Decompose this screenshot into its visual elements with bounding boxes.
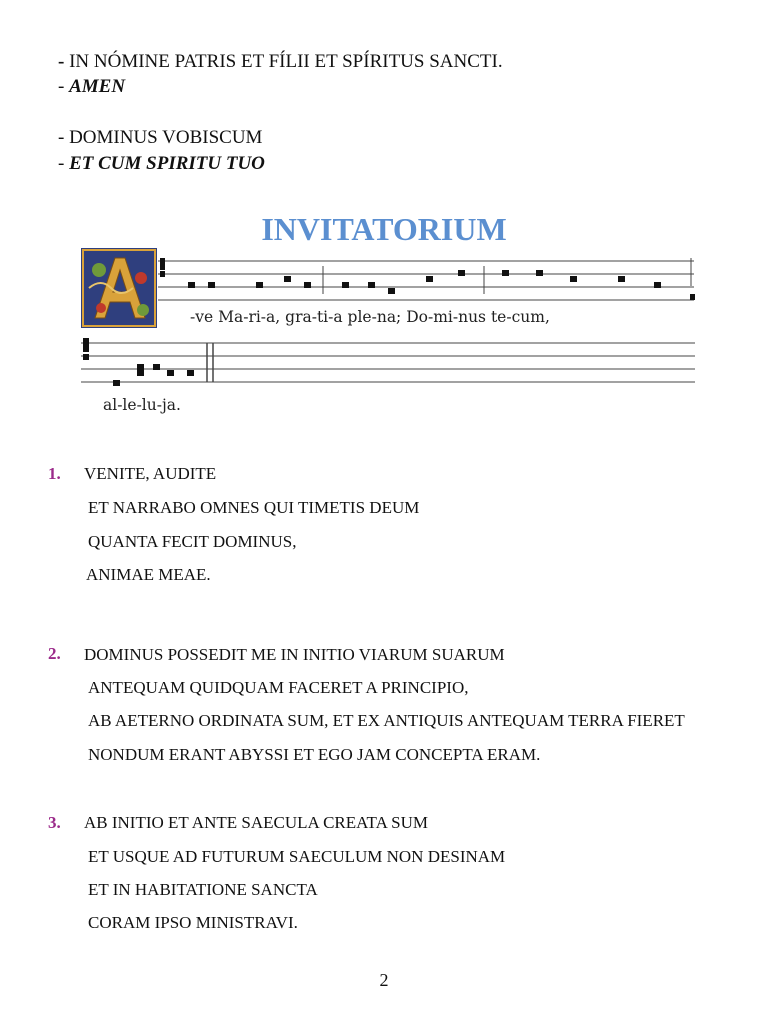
verse-1-line-3: QUANTA FECIT DOMINUS, [88,532,297,551]
chant-staff-2 [81,338,697,388]
dash: - [58,76,65,97]
verse-3-line-2: ET USQUE AD FUTURUM SAECULUM NON DESINAM [88,847,506,866]
verse-3-line-1: AB INITIO ET ANTE SAECULA CREATA SUM [84,813,429,832]
dash: - [58,51,65,72]
verse-number-3: 3. [48,813,61,832]
verse-2-line-1: DOMINUS POSSEDIT ME IN INITIO VIARUM SUARUM [84,645,505,664]
verse-number-2: 2. [48,644,61,663]
dialog-line-1 [58,50,503,74]
response-text: ET CUM SPIRITU TUO [69,153,265,174]
invocation-text: DOMINUS VOBISCUM [69,127,263,148]
verse-2-line-3: AB AETERNO ORDINATA SUM, ET EX ANTIQUIS ANTEQUAM TERRA FIERET [88,711,685,730]
dialog-line-4 [58,152,265,176]
section-title: INVITATORIUM [261,211,507,247]
verse-3-line-3: ET IN HABITATIONE SANCTA [88,880,318,899]
dash: - [58,153,65,174]
verse-number-1: 1. [48,464,61,483]
page-number: 2 [379,970,389,990]
verse-2-line-4: NONDUM ERANT ABYSSI ET EGO JAM CONCEPTA ERAM. [88,745,541,764]
response-text: AMEN [69,76,126,97]
dialog-line-3 [58,126,262,150]
verse-1-line-2: ET NARRABO OMNES QUI TIMETIS DEUM [88,498,420,517]
invocation-text: IN NÓMINE PATRIS ET FÍLII ET SPÍRITUS SANCTI. [69,51,503,72]
dialog-line-2 [58,75,125,99]
verse-2-line-2: ANTEQUAM QUIDQUAM FACERET A PRINCIPIO, [88,678,469,697]
chant-staff-1 [158,258,698,304]
chant-lyrics-line-2: al-le-lu-ja. [103,396,181,414]
illuminated-initial-icon [81,248,157,328]
verse-3-line-4: CORAM IPSO MINISTRAVI. [88,913,298,932]
chant-lyrics-line-1: -ve Ma-ri-a, gra-ti-a ple-na; Do-mi-nus te-cum, [190,308,550,326]
verse-1-line-4: ANIMAE MEAE. [86,565,211,584]
verse-1-line-1: VENITE, AUDITE [84,464,217,483]
dash: - [58,127,65,148]
